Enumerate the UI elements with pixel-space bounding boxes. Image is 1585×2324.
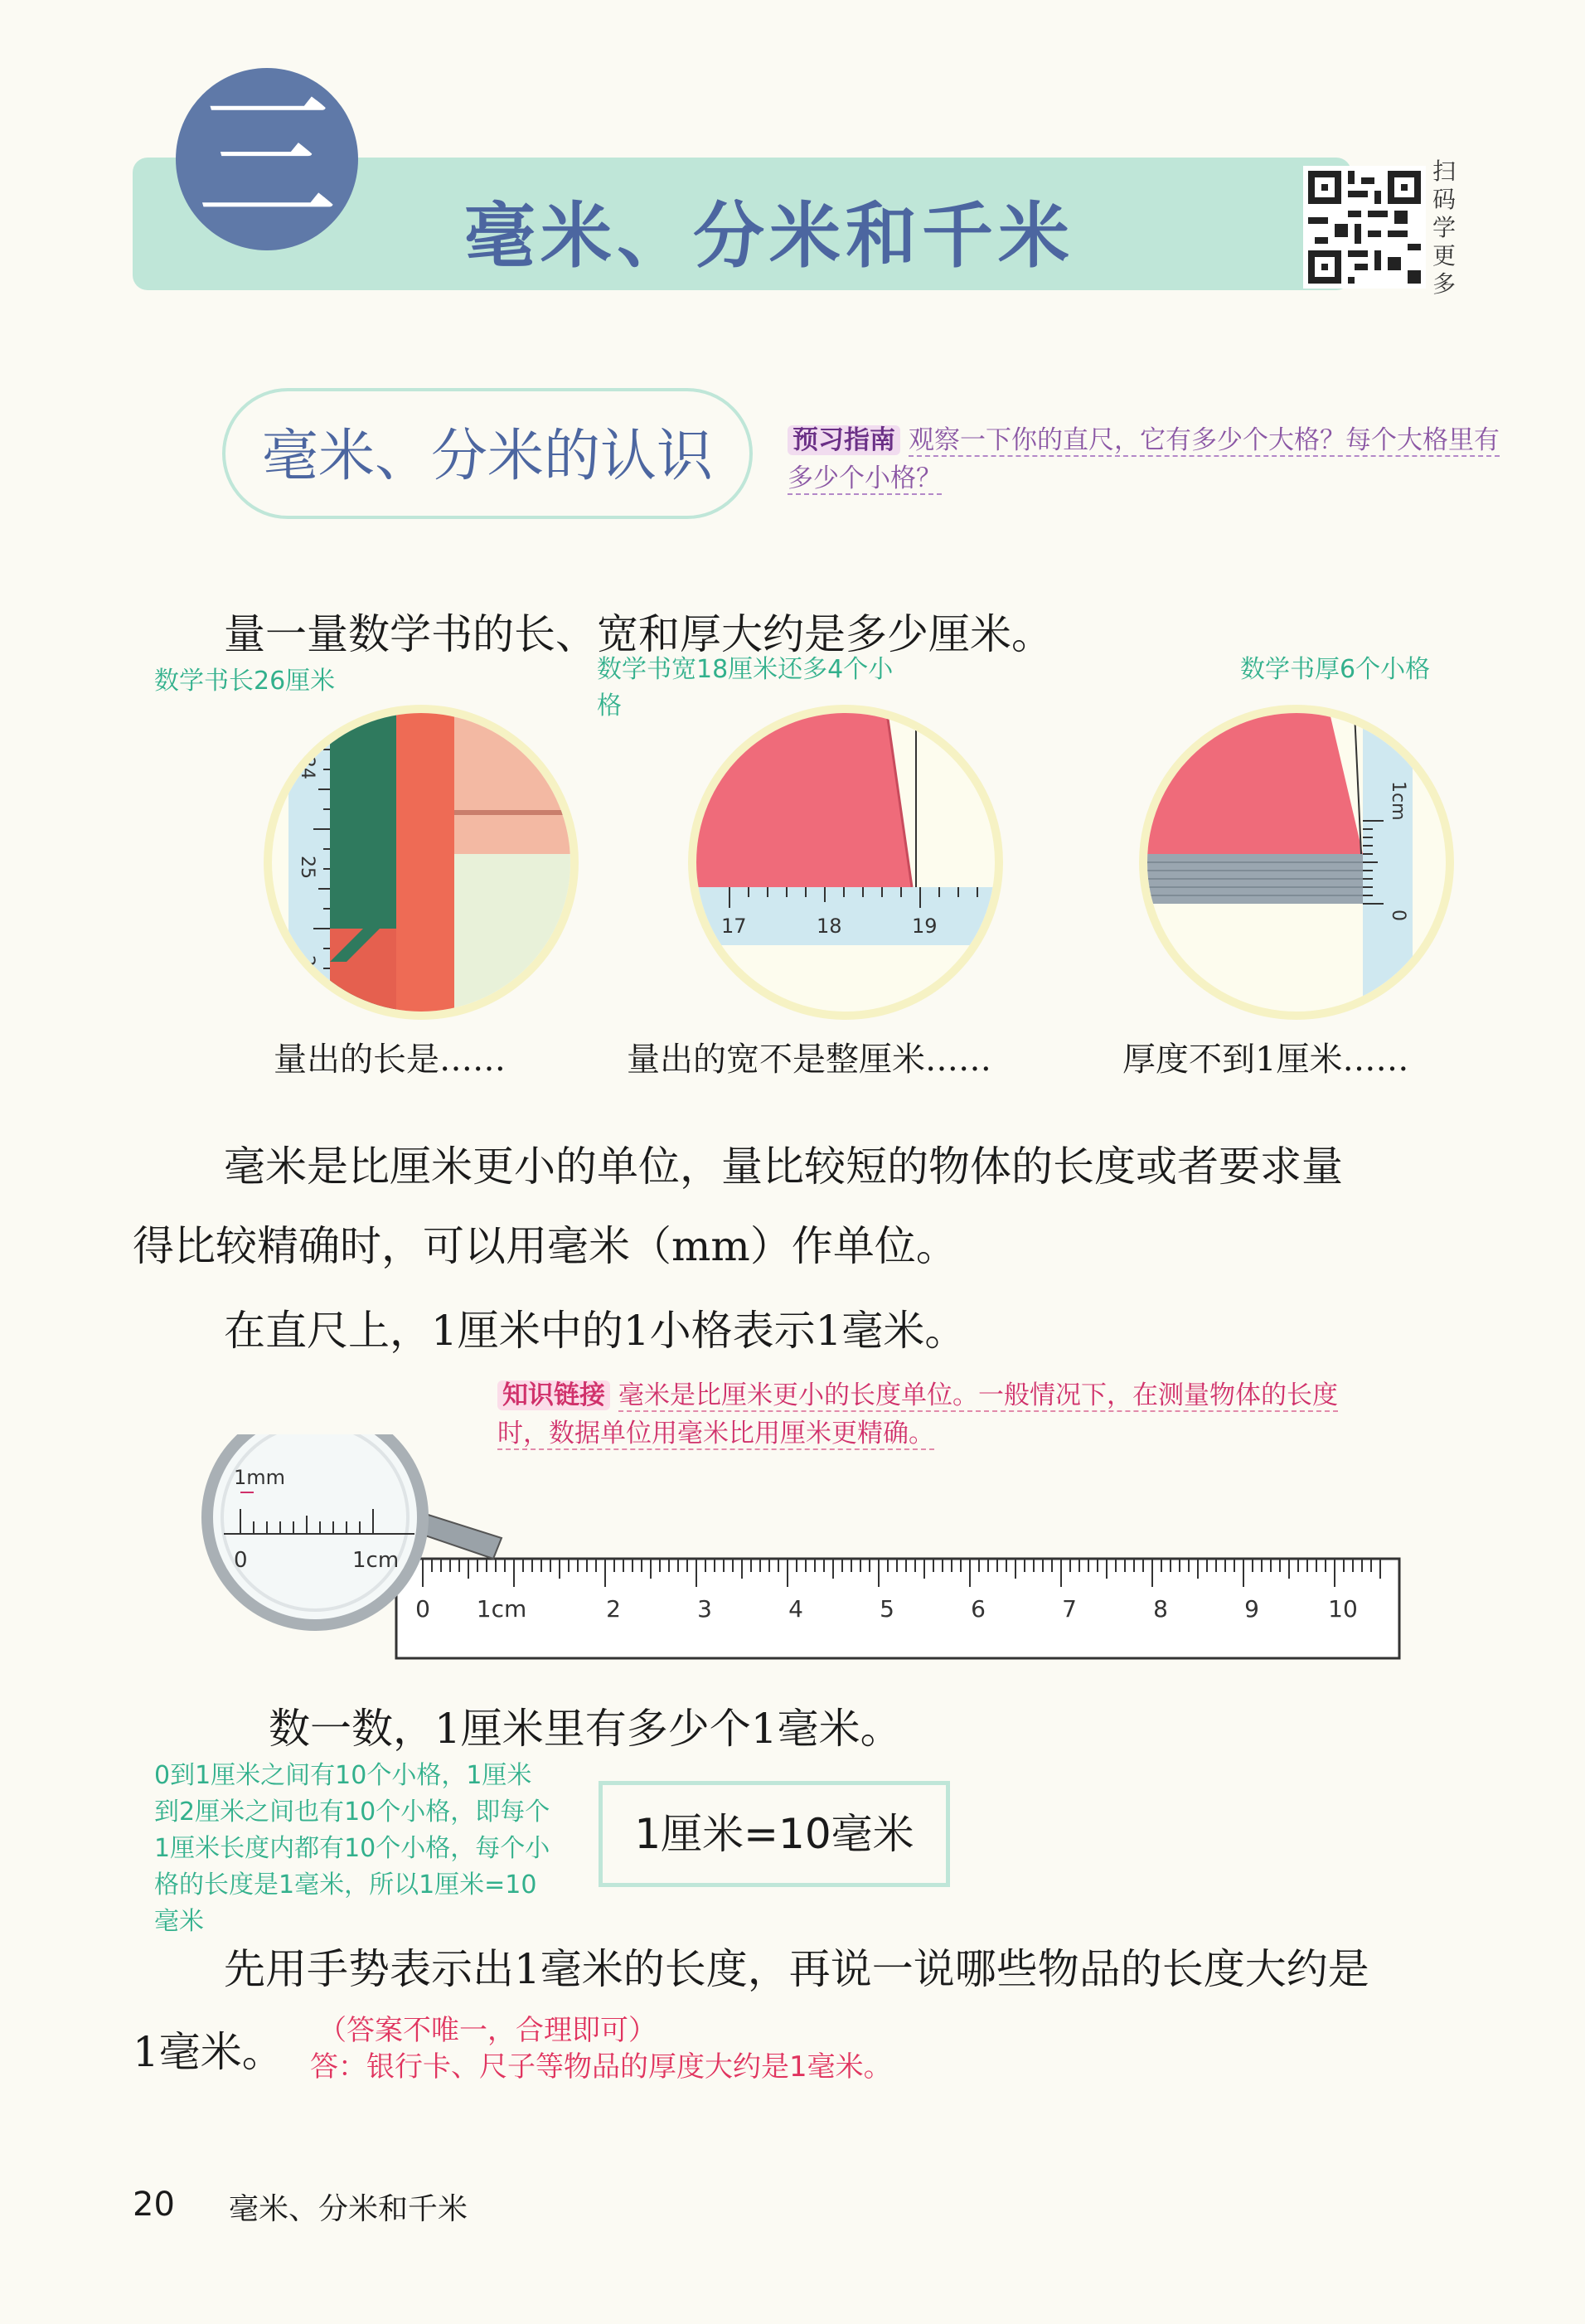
footer-title: 毫米、分米和千米 xyxy=(229,2192,468,2226)
magnifier-label-1mm: 1mm xyxy=(234,1466,286,1489)
answer: 答：银行卡、尺子等物品的厚度大约是1毫米。 xyxy=(310,2050,892,2084)
length-tick-25: 25 xyxy=(297,856,317,879)
ruler-label-4: 4 xyxy=(788,1595,803,1623)
ruler-label-7: 7 xyxy=(1062,1595,1077,1623)
ruler-label-1cm: 1cm xyxy=(476,1595,527,1623)
mm-definition-line2: 得比较精确时，可以用毫米（mm）作单位。 xyxy=(133,1222,957,1270)
thickness-note: 数学书厚6个小格 xyxy=(1240,655,1431,684)
page-number: 20 xyxy=(133,2186,175,2224)
chapter-title: 毫米、分米和千米 xyxy=(464,194,1074,278)
ruler-label-8: 8 xyxy=(1153,1595,1168,1623)
knowledge-link-text: 毫米是比厘米更小的长度单位。一般情况下，在测量物体的长度时，数据单位用毫米比用厘米更精确。 xyxy=(497,1380,1338,1448)
chapter-number-badge: 三 xyxy=(176,68,358,250)
magnifier-label-1cm: 1cm xyxy=(352,1548,400,1573)
width-caption: 量出的宽不是整厘米…… xyxy=(627,1041,991,1079)
preview-guide-text: 观察一下你的直尺，它有多少个大格？每个大格里有多少个小格？ xyxy=(788,425,1500,493)
ruler-label-9: 9 xyxy=(1244,1595,1259,1623)
knowledge-link-tag: 知识链接 xyxy=(497,1380,610,1410)
thickness-caption: 厚度不到1厘米…… xyxy=(1122,1041,1409,1079)
ruler-label-2: 2 xyxy=(606,1595,621,1623)
length-note: 数学书长26厘米 xyxy=(154,667,336,696)
scan-learn-more-label: 扫码学更多 xyxy=(1432,158,1457,298)
width-measure-illustration xyxy=(688,705,1003,1020)
ruler-label-3: 3 xyxy=(697,1595,712,1623)
section-title: 毫米、分米的认识 xyxy=(222,388,753,519)
answer-hint: （答案不唯一，合理即可） xyxy=(318,2014,657,2047)
magnifier-label-0: 0 xyxy=(234,1548,248,1573)
ruler-label-6: 6 xyxy=(971,1595,986,1623)
ruler-mm-statement: 在直尺上，1厘米中的1小格表示1毫米。 xyxy=(224,1307,967,1355)
length-caption: 量出的长是…… xyxy=(274,1041,506,1079)
ruler-label-5: 5 xyxy=(880,1595,894,1623)
gesture-question-line2: 1毫米。 xyxy=(133,2028,284,2076)
width-note: 数学书宽18厘米还多4个小格 xyxy=(597,655,894,720)
count-explanation-note: 0到1厘米之间有10个小格，1厘米到2厘米之间也有10个小格，即每个1厘米长度内都有10个小格，每个小格的长度是1毫米，所以1厘米=10毫米 xyxy=(154,1761,550,1936)
gesture-question-line1: 先用手势表示出1毫米的长度，再说一说哪些物品的长度大约是 xyxy=(224,1945,1369,1993)
thickness-tick-0: 0 xyxy=(1388,910,1408,921)
ruler-illustration xyxy=(174,1434,1418,1667)
mm-definition-line1: 毫米是比厘米更小的单位，量比较短的物体的长度或者要求量 xyxy=(224,1143,1343,1191)
thickness-tick-1cm: 1cm xyxy=(1388,781,1408,821)
qr-code-icon[interactable] xyxy=(1303,166,1426,289)
thickness-measure-illustration xyxy=(1139,705,1454,1020)
length-tick-24: 24 xyxy=(297,756,317,779)
width-tick-17: 17 xyxy=(721,915,747,938)
intro-question: 量一量数学书的长、宽和厚大约是多少厘米。 xyxy=(224,610,1053,658)
width-tick-19: 19 xyxy=(912,915,938,938)
preview-guide xyxy=(788,421,1500,497)
length-tick-26: 26 xyxy=(297,955,317,978)
formula-box: 1厘米=10毫米 xyxy=(599,1781,950,1887)
ruler-label-10: 10 xyxy=(1328,1595,1358,1623)
preview-guide-tag: 预习指南 xyxy=(788,425,900,455)
count-prompt: 数一数，1厘米里有多少个1毫米。 xyxy=(269,1705,902,1753)
ruler-label-0: 0 xyxy=(415,1595,430,1623)
width-tick-18: 18 xyxy=(817,915,842,938)
length-measure-illustration xyxy=(264,705,579,1020)
